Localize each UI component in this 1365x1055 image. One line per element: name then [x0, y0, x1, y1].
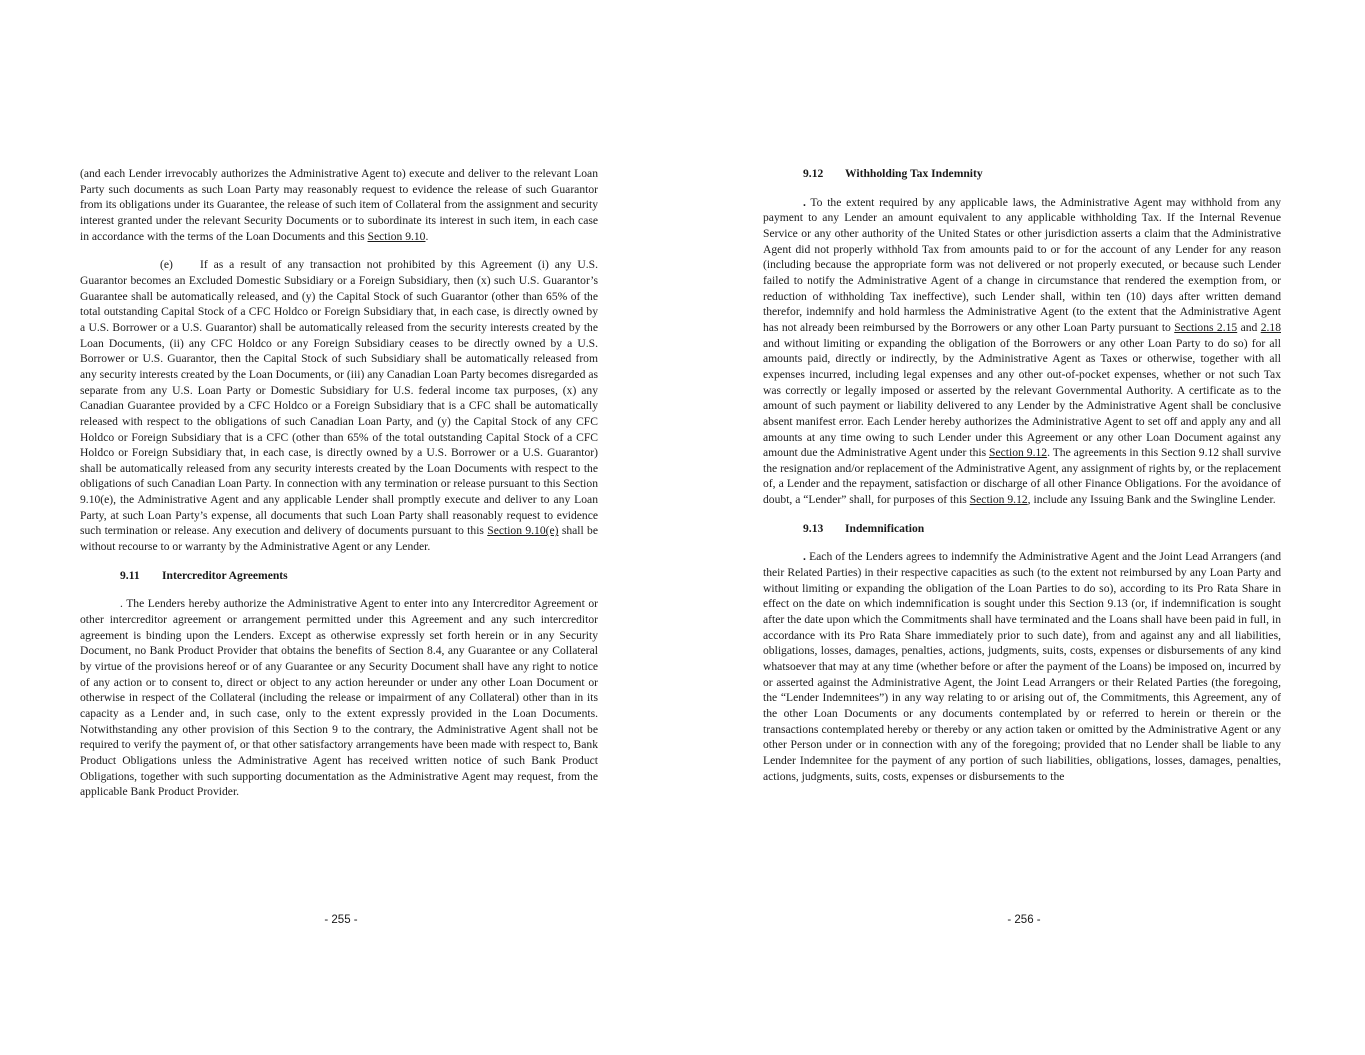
section-link[interactable]: Section 9.12: [969, 493, 1028, 507]
section-link[interactable]: Sections 2.15: [1174, 320, 1238, 334]
section-heading-9-11: 9.11 Intercreditor Agreements: [120, 568, 288, 582]
left-text-column: [80, 166, 598, 800]
section-link[interactable]: Section 9.12: [989, 446, 1048, 460]
paragraph-9-12: . To the extent required by any applicable laws, the Administrative Agent may withhold from any payment to any Lender an amount equivalent to any applicable withholding Tax. If the Internal Revenue Service or any other authority of the United States or other jurisdiction asserts a claim that the Administrative Agent did not properly withhold Tax from amounts paid to or for the account of any Lender for any reason (including because the appropriate form was not delivered or not properly executed, or because such Lender failed to notify the Administrative Agent of a change in circumstance that rendered the exemption from, or reduction of withholding Tax ineffective), such Lender shall, within ten (10) days after written demand therefor, indemnify and hold harmless the Administrative Agent (to the extent that the Administrative Agent has not already been reimbursed by the Borrowers or any other Loan Party pursuant to Sections 2.15 and 2.18 and without limiting or expanding the obligation of the Borrowers or any other Loan Party to do so) for all amounts paid, directly or indirectly, by the Administrative Agent as Taxes or otherwise, together with all expenses incurred, including legal expenses and any other out-of-pocket expenses, whether or not such Tax was correctly or legally imposed or asserted by the relevant Governmental Authority. A certificate as to the amount of such payment or liability delivered to any Lender by the Administrative Agent shall be conclusive absent manifest error. Each Lender hereby authorizes the Administrative Agent to set off and apply any and all amounts at any time owing to such Lender under this Agreement or any other Loan Document against any amount due the Administrative Agent under this Section 9.12. The agreements in this Section 9.12 shall survive the resignation and/or replacement of the Administrative Agent, any assignment of rights by, or the replacement of, a Lender and the repayment, satisfaction or discharge of all other Finance Obligations. For the avoidance of doubt, a “Lender” shall, for purposes of this Section 9.12, include any Issuing Bank and the Swingline Lender.: [763, 195, 1281, 507]
right-text-column: [763, 166, 1281, 784]
section-link[interactable]: 2.18: [1260, 320, 1281, 334]
section-link[interactable]: Section 9.10: [367, 229, 426, 243]
paragraph-9-11: . The Lenders hereby authorize the Administrative Agent to enter into any Intercreditor Agreement or other intercreditor agreement or arrangement permitted under this Agreement and any such intercreditor agreement is binding upon the Lenders. Except as otherwise expressly set forth herein or in any Security Document, no Bank Product Provider that obtains the benefits of Section 8.4, any Guarantee or any Collateral by virtue of the provisions hereof or of any Guarantee or any Security Document shall have any right to notice of any action or to consent to, direct or object to any action hereunder or under any other Loan Document or otherwise in respect of the Collateral (including the release or impairment of any Collateral) other than in its capacity as a Lender and, in such case, only to the extent expressly provided in the Loan Documents. Notwithstanding any other provision of this Section 9 to the contrary, the Administrative Agent shall not be required to verify the payment of, or that other satisfactory arrangements have been made with respect to, Bank Product Obligations unless the Administrative Agent has received written notice of such Bank Product Obligations, together with such supporting documentation as the Administrative Agent may request, from the applicable Bank Product Provider.: [80, 597, 598, 799]
section-heading-9-12: 9.12 Withholding Tax Indemnity: [803, 167, 983, 180]
section-link[interactable]: Section 9.10(e): [487, 524, 559, 538]
page-number: - 255 -: [324, 914, 358, 926]
clause-marker: (e): [160, 258, 173, 272]
page-255: [0, 0, 682, 1055]
paragraph-9-13: . Each of the Lenders agrees to indemnify the Administrative Agent and the Joint Lead Arrangers (and their Related Parties) in their respective capacities as such (to the extent not reimbursed by any Loan Party and without limiting or expanding the obligation of the Loan Parties to do so), according to its Pro Rata Share in effect on the date on which indemnification is sought under this Section 9.13 (or, if indemnification is sought after the date upon which the Commitments shall have terminated and the Loans shall have been paid in full, in accordance with its Pro Rata Share immediately prior to such date), from and against any and all liabilities, obligations, losses, damages, penalties, actions, judgments, suits, costs, expenses or disbursements of any kind whatsoever that may at any time (whether before or after the payment of the Loans) be imposed on, incurred by or asserted against the Administrative Agent, the Joint Lead Arrangers or their Related Parties (the foregoing, the “Lender Indemnitees”) in any way relating to or arising out of, the Commitments, this Agreement, any of the other Loan Documents or any documents contemplated by or referred to herein or therein or the transactions contemplated hereby or thereby or any action taken or omitted by the Administrative Agent or any other Person under or in connection with any of the foregoing; provided that no Lender shall be liable to any Lender Indemnitee for the payment of any portion of such liabilities, obligations, losses, damages, penalties, actions, judgments, suits, costs, expenses or disbursements to the: [763, 550, 1281, 783]
paragraph-continuation: (and each Lender irrevocably authorizes the Administrative Agent to) execute and deliver to the relevant Loan Party such documents as such Loan Party may reasonably request to evidence the release of such Guarantor from its obligations under its Guarantee, the release of such item of Collateral from the assignment and security interest granted under the relevant Security Documents or to subordinate its interest in such item, in each case in accordance with the terms of the Loan Documents and this Section 9.10.: [80, 167, 598, 243]
page-number: - 256 -: [1007, 914, 1041, 926]
section-heading-9-13: 9.13 Indemnification: [803, 521, 925, 535]
page-256: [683, 0, 1365, 1055]
paragraph-e: (e) If as a result of any transaction not prohibited by this Agreement (i) any U.S. Guarantor becomes an Excluded Domestic Subsidiary or a Foreign Subsidiary, then (x) such U.S. Guarantor’s Guarantee shall be automatically released, and (y) the Capital Stock of such Guarantor (other than 65% of the total outstanding Capital Stock of a CFC Holdco or Foreign Subsidiary that, in each case, is directly owned by a U.S. Borrower or a U.S. Guarantor) shall be automatically released from the security interests created by the Loan Documents, (ii) any CFC Holdco or any Foreign Subsidiary ceases to be directly owned by a U.S. Borrower or U.S. Guarantor, then the Capital Stock of such Subsidiary shall be automatically released from any security interests created by the Loan Documents, or (iii) any Canadian Loan Party becomes disregarded as separate from any U.S. Loan Party or Domestic Subsidiary for U.S. federal income tax purposes, (x) any Canadian Guarantee provided by a CFC Holdco or a Foreign Subsidiary that is a CFC shall be automatically released with respect to the obligations of such Canadian Loan Party, and (y) the Capital Stock of any CFC Holdco or Foreign Subsidiary that is a CFC (other than 65% of the total outstanding Capital Stock of a CFC Holdco or Foreign Subsidiary that, in each case, is directly owned by a U.S. Borrower or a U.S. Guarantor) shall be automatically released from any security interests created by the Loan Documents with respect to the obligations of such Canadian Loan Party. In connection with any termination or release pursuant to this Section 9.10(e), the Administrative Agent and any applicable Lender shall promptly execute and deliver to any Loan Party, at such Loan Party’s expense, all documents that such Loan Party shall reasonably request to evidence such termination or release. Any execution and delivery of documents pursuant to this Section 9.10(e) shall be without recourse to or warranty by the Administrative Agent or any Lender.: [80, 258, 598, 554]
